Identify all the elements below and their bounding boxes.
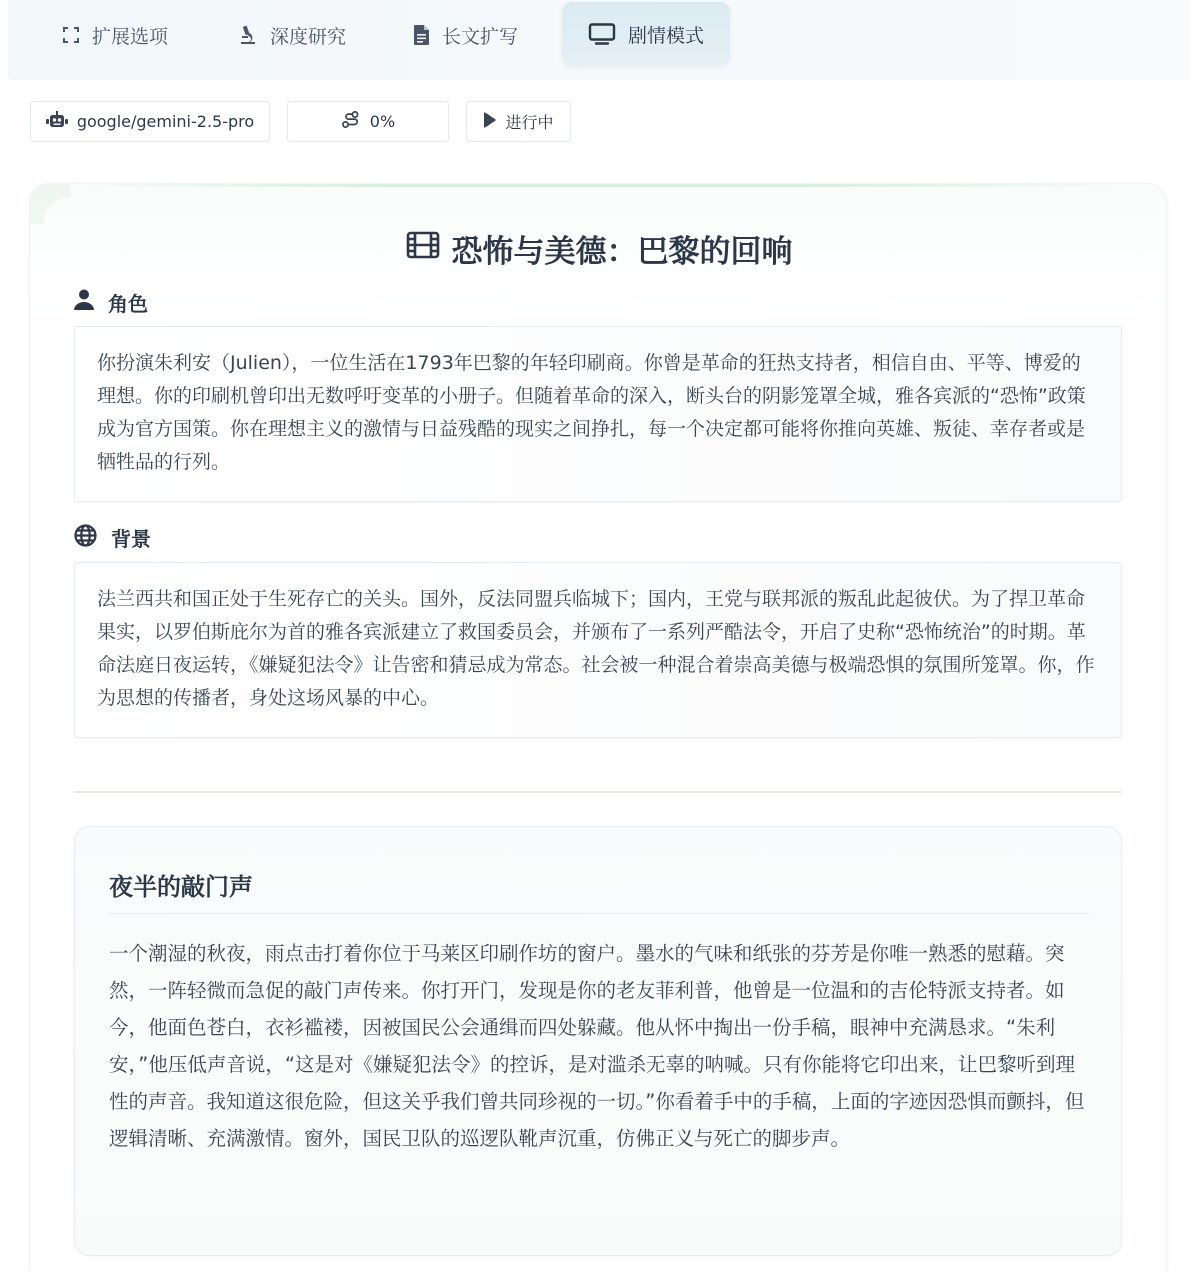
route-icon [341,111,361,133]
tab-story-mode[interactable] [562,2,730,66]
tab-label: 深度研究 [270,25,347,48]
user-icon [74,289,94,316]
role-description-box [74,326,1122,502]
tab-deep-research[interactable] [238,0,346,70]
background-section-label [74,523,151,552]
run-state-label: 进行中 [505,113,554,132]
story-title-text: 恐怖与美德：巴黎的回响 [451,234,793,270]
tab-longform-expand[interactable] [414,0,518,70]
role-section-label [74,288,148,317]
card-corner-decoration [30,184,70,224]
card-accent-line [70,184,1126,187]
run-state-chip[interactable] [466,101,571,142]
model-chip[interactable] [30,101,270,142]
scene-title: 夜半的敲门声 [109,873,253,901]
background-label-text: 背景 [111,527,151,551]
background-description-box [74,562,1122,738]
role-description: 你扮演朱利安（Julien），一位生活在1793年巴黎的年轻印刷商。你曾是革命的狂热支持者，相信自由、平等、博爱的理想。你的印刷机曾印出无数呼吁变革的小册子。但随着革命的深入，断头台的阴影笼罩全城，雅各宾派的“恐怖”政策成为官方国策。你在理想主义的激情与日益残酷的现实之间挣扎，每一个决定都可能将你推向英雄、叛徒、幸存者或是牺牲品的行列。 [97,352,1086,473]
microscope-icon [238,25,258,45]
progress-value: 0% [369,112,396,131]
background-description: 法兰西共和国正处于生死存亡的关头。国外，反法同盟兵临城下；国内，王党与联邦派的叛乱此起彼伏。为了捍卫革命果实，以罗伯斯庇尔为首的雅各宾派建立了救国委员会，并颁布了一系列严酷法令，开启了史称“恐怖统治”的时期。革命法庭日夜运转，《嫌疑犯法令》让告密和猜忌成为常态。社会被一种混合着崇高美德与极端恐惧的氛围所笼罩。你，作为思想的传播者，身处这场风暴的中心。 [97,588,1095,709]
scene-title-underline [109,913,1089,914]
film-icon [406,231,440,267]
globe-icon [74,524,97,552]
scene-narrative: 一个潮湿的秋夜，雨点击打着你位于马莱区印刷作坊的窗户。墨水的气味和纸张的芬芳是你唯一熟悉的慰藉。突然，一阵轻微而急促的敲门声传来。你打开门，发现是你的老友菲利普，他曾是一位温和的吉伦特派支持者。如今，他面色苍白，衣衫褴褛，因被国民公会通缉而四处躲藏。他从怀中掏出一份手稿，眼神中充满恳求。“朱利安，”他压低声音说，“这是对《嫌疑犯法令》的控诉，是对滥杀无辜的呐喊。只有你能将它印出来，让巴黎听到理性的声音。我知道这很危险，但这关乎我们曾共同珍视的一切。”你看着手中的手稿，上面的字迹因恐惧而颤抖，但逻辑清晰、充满激情。窗外，国民卫队的巡逻队靴声沉重，仿佛正义与死亡的脚步声。 [109,942,1085,1150]
tab-label: 扩展选项 [92,25,169,48]
progress-chip [287,101,449,142]
mode-tab-bar [8,0,1190,80]
section-divider [74,791,1122,793]
story-title [0,226,1198,271]
role-label-text: 角色 [108,292,148,316]
document-icon [414,25,430,45]
robot-icon [46,111,68,133]
tab-label: 剧情模式 [628,24,705,47]
monitor-icon [588,23,616,45]
tab-label: 长文扩写 [442,25,519,48]
play-icon [483,112,496,132]
scene-card [74,826,1122,1256]
model-name: google/gemini-2.5-pro [76,112,255,131]
tab-extend-options[interactable] [62,0,168,70]
expand-icon [62,26,80,44]
